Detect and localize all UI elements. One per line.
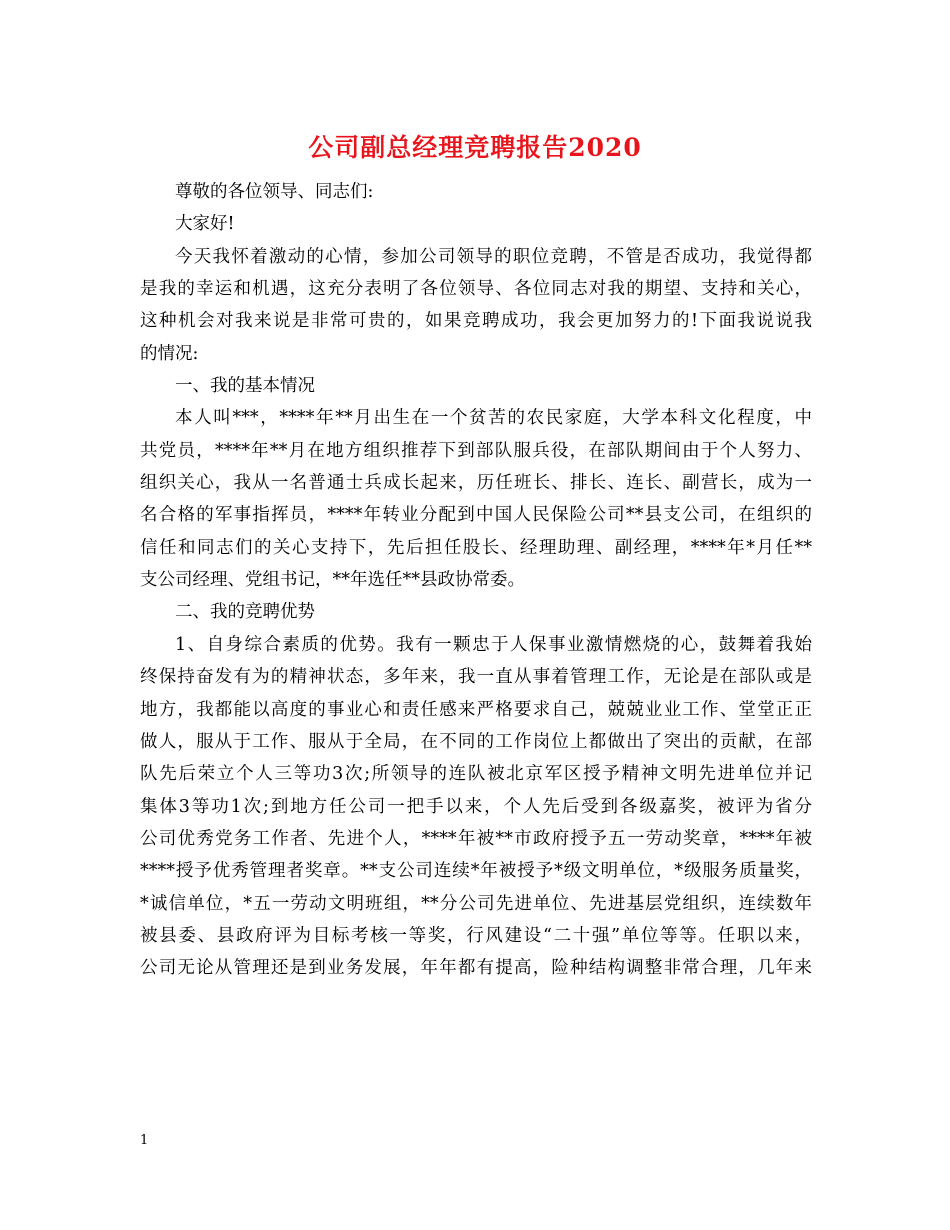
section-heading: 一、我的基本情况 (175, 376, 315, 397)
greeting-line: 大家好! (175, 214, 235, 235)
paragraph-line: 共党员，****年**月在地方组织推荐下到部队服兵役，在部队期间由于个人努力、 (140, 440, 812, 461)
section-heading: 二、我的竞聘优势 (175, 602, 315, 623)
paragraph-line: 做人，服从于工作、服从于全局，在不同的工作岗位上都做出了突出的贡献，在部 (140, 731, 812, 752)
paragraph-line: 公司无论从管理还是到业务发展，年年都有提高，险种结构调整非常合理，几年来 (140, 958, 812, 979)
paragraph-line: ****授予优秀管理者奖章。**支公司连续*年被授予*级文明单位，*级服务质量奖， (140, 861, 812, 882)
paragraph-line: 本人叫***，****年**月出生在一个贫苦的农民家庭，大学本科文化程度，中 (175, 408, 812, 429)
paragraph-line: 的情况: (140, 343, 199, 364)
paragraph-line: 队先后荣立个人三等功3次;所领导的连队被北京军区授予精神文明先进单位并记 (140, 764, 812, 785)
paragraph-line: 地方，我都能以高度的事业心和责任感来严格要求自己，兢兢业业工作、堂堂正正 (140, 699, 812, 720)
paragraph-line: 1、自身综合素质的优势。我有一颗忠于人保事业激情燃烧的心，鼓舞着我始 (175, 634, 812, 655)
paragraph-line: 这种机会对我来说是非常可贵的，如果竞聘成功，我会更加努力的!下面我说说我 (140, 311, 812, 332)
paragraph-line: 名合格的军事指挥员，****年转业分配到中国人民保险公司**县支公司，在组织的 (140, 505, 812, 526)
paragraph-line: *诚信单位，*五一劳动文明班组，**分公司先进单位、先进基层党组织，连续数年 (140, 893, 812, 914)
salutation-line: 尊敬的各位领导、同志们: (175, 182, 374, 202)
paragraph-line: 是我的幸运和机遇，这充分表明了各位领导、各位同志对我的期望、支持和关心， (140, 279, 812, 300)
paragraph-line: 今天我怀着激动的心情，参加公司领导的职位竞聘，不管是否成功，我觉得都 (175, 246, 812, 267)
paragraph-line: 组织关心，我从一名普通士兵成长起来，历任班长、排长、连长、副营长，成为一 (140, 473, 812, 494)
paragraph-line: 支公司经理、党组书记，**年选任**县政协常委。 (140, 570, 525, 591)
paragraph-line: 信任和同志们的关心支持下，先后担任股长、经理助理、副经理，****年*月任** (140, 537, 812, 558)
document-body (140, 176, 812, 985)
document-title: 公司副总经理竞聘报告2020 (308, 133, 642, 162)
paragraph-line: 集体3等功1次;到地方任公司一把手以来，个人先后受到各级嘉奖，被评为省分 (140, 796, 812, 817)
page-number: 1 (140, 1133, 149, 1148)
paragraph-line: 终保持奋发有为的精神状态，多年来，我一直从事着管理工作，无论是在部队或是 (140, 667, 812, 688)
paragraph-line: 公司优秀党务工作者、先进个人，****年被**市政府授予五一劳动奖章，****年被 (140, 828, 812, 849)
paragraph-line: 被县委、县政府评为目标考核一等奖，行风建设“二十强”单位等等。任职以来， (140, 925, 812, 946)
